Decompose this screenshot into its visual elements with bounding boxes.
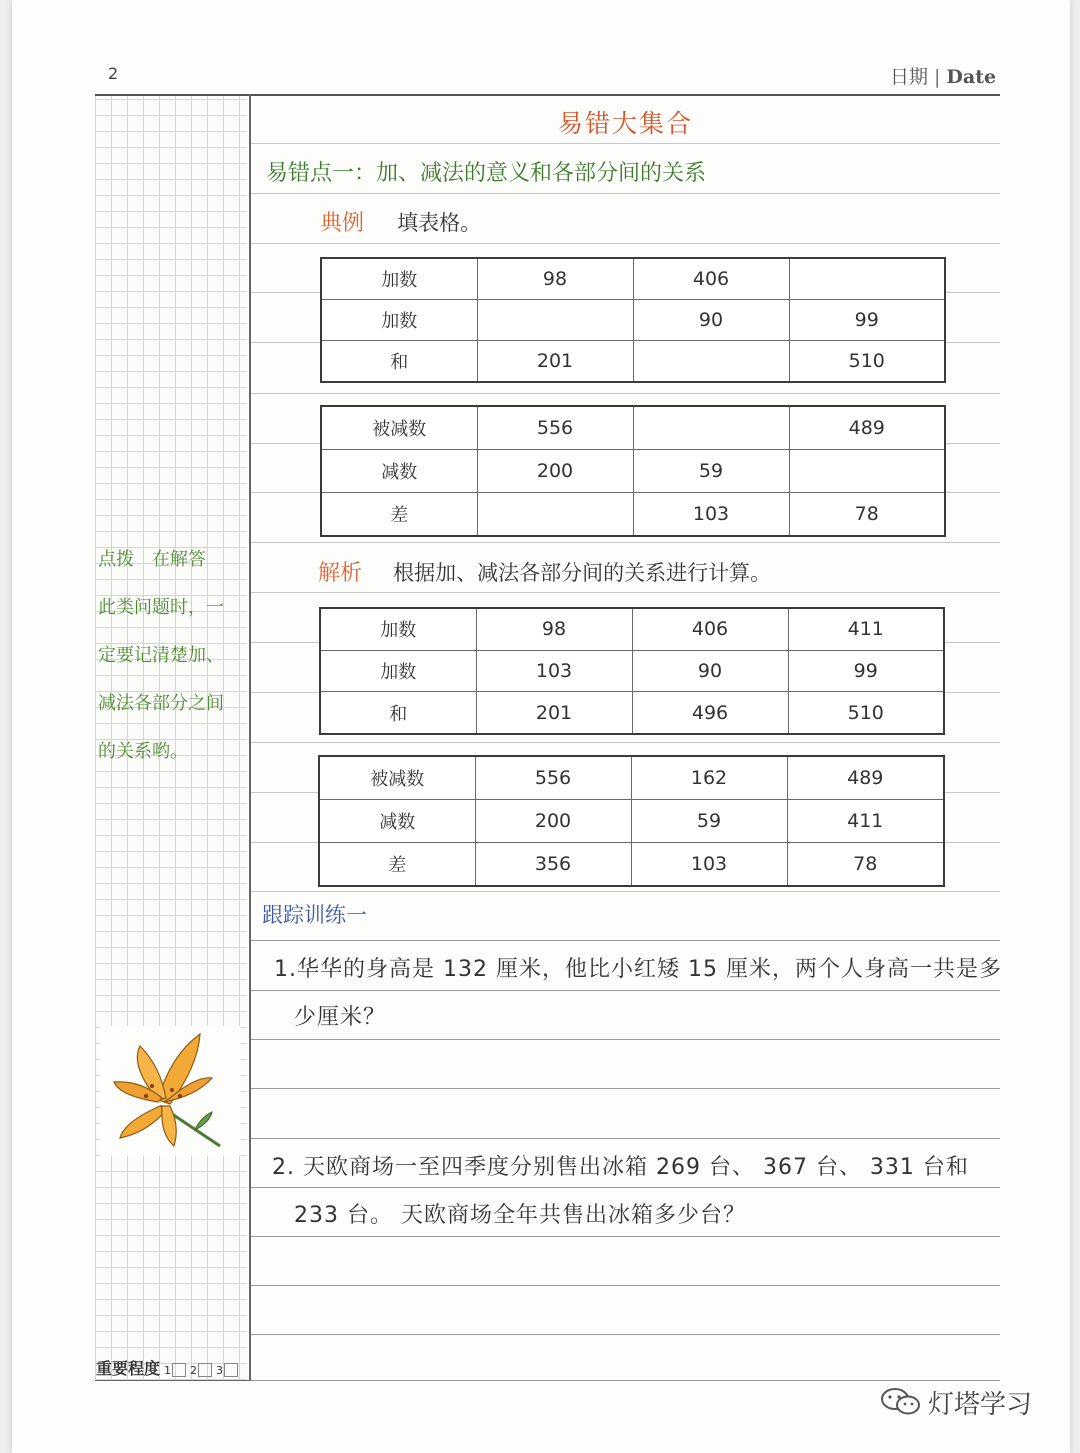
question-2-line-1: 2. 天欧商场一至四季度分别售出冰箱 269 台、 367 台、 331 台和 xyxy=(272,1155,969,1180)
date-separator: | xyxy=(934,66,941,88)
table-cell: 78 xyxy=(789,492,945,536)
wechat-icon xyxy=(880,1386,922,1425)
ruled-line xyxy=(251,1039,1000,1040)
analysis-line xyxy=(318,556,771,587)
example-line xyxy=(320,206,481,237)
analysis-text: 根据加、减法各部分间的关系进行计算。 xyxy=(393,561,772,585)
ruled-line xyxy=(251,243,1000,244)
table-row xyxy=(319,756,944,800)
ruled-line xyxy=(251,990,1000,991)
table-cell: 201 xyxy=(477,340,633,382)
ruled-line xyxy=(251,1088,1000,1089)
table-cell: 200 xyxy=(477,450,633,493)
table-cell: 减数 xyxy=(319,800,475,843)
table-cell: 和 xyxy=(320,692,476,734)
question-2-line-2: 233 台。 天欧商场全年共售出冰箱多少台？ xyxy=(294,1203,746,1228)
table-cell: 被减数 xyxy=(319,756,475,800)
analysis-label: 解析 xyxy=(318,561,363,586)
table-cell: 差 xyxy=(321,492,477,536)
importance-checkbox[interactable] xyxy=(224,1363,238,1377)
table-row xyxy=(320,608,944,650)
table-cell: 59 xyxy=(633,450,789,493)
table-cell: 加数 xyxy=(320,650,476,691)
table-cell: 200 xyxy=(475,800,631,843)
table-cell: 加数 xyxy=(320,608,476,650)
ruled-line xyxy=(251,542,1000,543)
tip-line: 的关系哟。 xyxy=(98,741,188,762)
page-title: 易错大集合 xyxy=(557,109,693,138)
date-cn: 日期 xyxy=(890,66,929,88)
table-cell: 496 xyxy=(632,692,788,734)
example-text: 填表格。 xyxy=(397,211,482,235)
table-row xyxy=(320,650,944,691)
table-cell: 加数 xyxy=(321,258,477,300)
ruled-line xyxy=(251,1334,1000,1335)
table-cell-blank[interactable] xyxy=(633,340,789,382)
table-cell: 90 xyxy=(633,300,789,341)
table-cell: 减数 xyxy=(321,450,477,493)
tip-line: 减法各部分之间 xyxy=(98,693,224,714)
table-row xyxy=(321,300,945,341)
table-cell: 差 xyxy=(319,842,475,886)
table-row xyxy=(321,450,945,493)
table-cell: 510 xyxy=(789,340,945,382)
watermark-text: 灯塔学习 xyxy=(928,1390,1033,1420)
practice-title: 跟踪训练一 xyxy=(262,903,367,927)
table-cell: 加数 xyxy=(321,300,477,341)
table-cell: 162 xyxy=(631,756,787,800)
table-row xyxy=(321,258,945,300)
ruled-line xyxy=(251,393,1000,394)
table-cell: 59 xyxy=(631,800,787,843)
table-cell: 90 xyxy=(632,650,788,691)
margin-bottom-rule xyxy=(95,1380,250,1381)
lily-flower-icon xyxy=(100,1026,240,1156)
table-row xyxy=(320,692,944,734)
ruled-line xyxy=(251,1187,1000,1188)
table-cell-blank[interactable] xyxy=(633,406,789,450)
table-row xyxy=(321,340,945,382)
ruled-line xyxy=(251,1236,1000,1237)
answer-table-subtraction xyxy=(318,755,945,887)
ruled-line xyxy=(251,193,1000,194)
tip-line: 点拨 在解答 xyxy=(98,549,206,570)
table-row xyxy=(319,800,944,843)
table-row xyxy=(321,492,945,536)
table-cell-blank[interactable] xyxy=(477,492,633,536)
page-number: 2 xyxy=(108,64,119,83)
importance-level: 2 xyxy=(190,1364,198,1377)
lily-illustration xyxy=(100,1026,240,1156)
table-cell: 201 xyxy=(476,692,632,734)
importance-level: 3 xyxy=(216,1364,224,1377)
tip-line: 此类问题时，一 xyxy=(98,597,224,618)
ruled-line xyxy=(251,592,1000,593)
table-cell: 78 xyxy=(787,842,944,886)
table-cell: 356 xyxy=(475,842,631,886)
table-cell: 510 xyxy=(788,692,944,734)
table-cell: 556 xyxy=(475,756,631,800)
question-1-line-2: 少厘米？ xyxy=(294,1005,387,1030)
table-row xyxy=(321,406,945,450)
question-1-line-1: 1.华华的身高是 132 厘米，他比小红矮 15 厘米，两个人身高一共是多 xyxy=(274,957,1002,982)
table-cell: 489 xyxy=(789,406,945,450)
ruled-line xyxy=(251,1138,1000,1139)
section-heading: 易错点一：加、减法的意义和各部分间的关系 xyxy=(266,161,707,186)
importance-checkbox[interactable] xyxy=(198,1363,212,1377)
ruled-line xyxy=(251,891,1000,892)
table-cell: 103 xyxy=(476,650,632,691)
ruled-line xyxy=(251,742,1000,743)
table-cell-blank[interactable] xyxy=(477,300,633,341)
table-cell: 99 xyxy=(789,300,945,341)
table-cell: 489 xyxy=(787,756,944,800)
table-cell: 被减数 xyxy=(321,406,477,450)
ruled-line xyxy=(251,1285,1000,1286)
table-cell-blank[interactable] xyxy=(789,450,945,493)
table-cell: 103 xyxy=(631,842,787,886)
answer-table-addition xyxy=(319,607,945,735)
tip-line: 定要记清楚加、 xyxy=(98,645,224,666)
ruled-line xyxy=(251,143,1000,144)
ruled-line xyxy=(251,1380,1000,1381)
table-cell: 和 xyxy=(321,340,477,382)
table-cell: 406 xyxy=(632,608,788,650)
table-cell: 98 xyxy=(477,258,633,300)
importance-checkbox[interactable] xyxy=(172,1363,186,1377)
ruled-line xyxy=(251,940,1000,941)
question-table-addition xyxy=(320,257,946,383)
table-cell-blank[interactable] xyxy=(789,258,945,300)
table-cell: 556 xyxy=(477,406,633,450)
table-cell: 103 xyxy=(633,492,789,536)
question-table-subtraction xyxy=(320,405,946,537)
importance-level: 1 xyxy=(164,1364,172,1377)
table-cell: 406 xyxy=(633,258,789,300)
example-label: 典例 xyxy=(320,211,365,236)
date-label xyxy=(890,62,996,89)
date-en: Date xyxy=(946,66,997,88)
table-row xyxy=(319,842,944,886)
watermark xyxy=(880,1384,1032,1425)
table-cell: 411 xyxy=(787,800,944,843)
table-cell: 98 xyxy=(476,608,632,650)
importance-label: 重要程度 xyxy=(96,1359,161,1378)
tip-note xyxy=(98,536,244,776)
table-cell: 411 xyxy=(788,608,944,650)
table-cell: 99 xyxy=(788,650,944,691)
importance-rating xyxy=(96,1356,238,1379)
